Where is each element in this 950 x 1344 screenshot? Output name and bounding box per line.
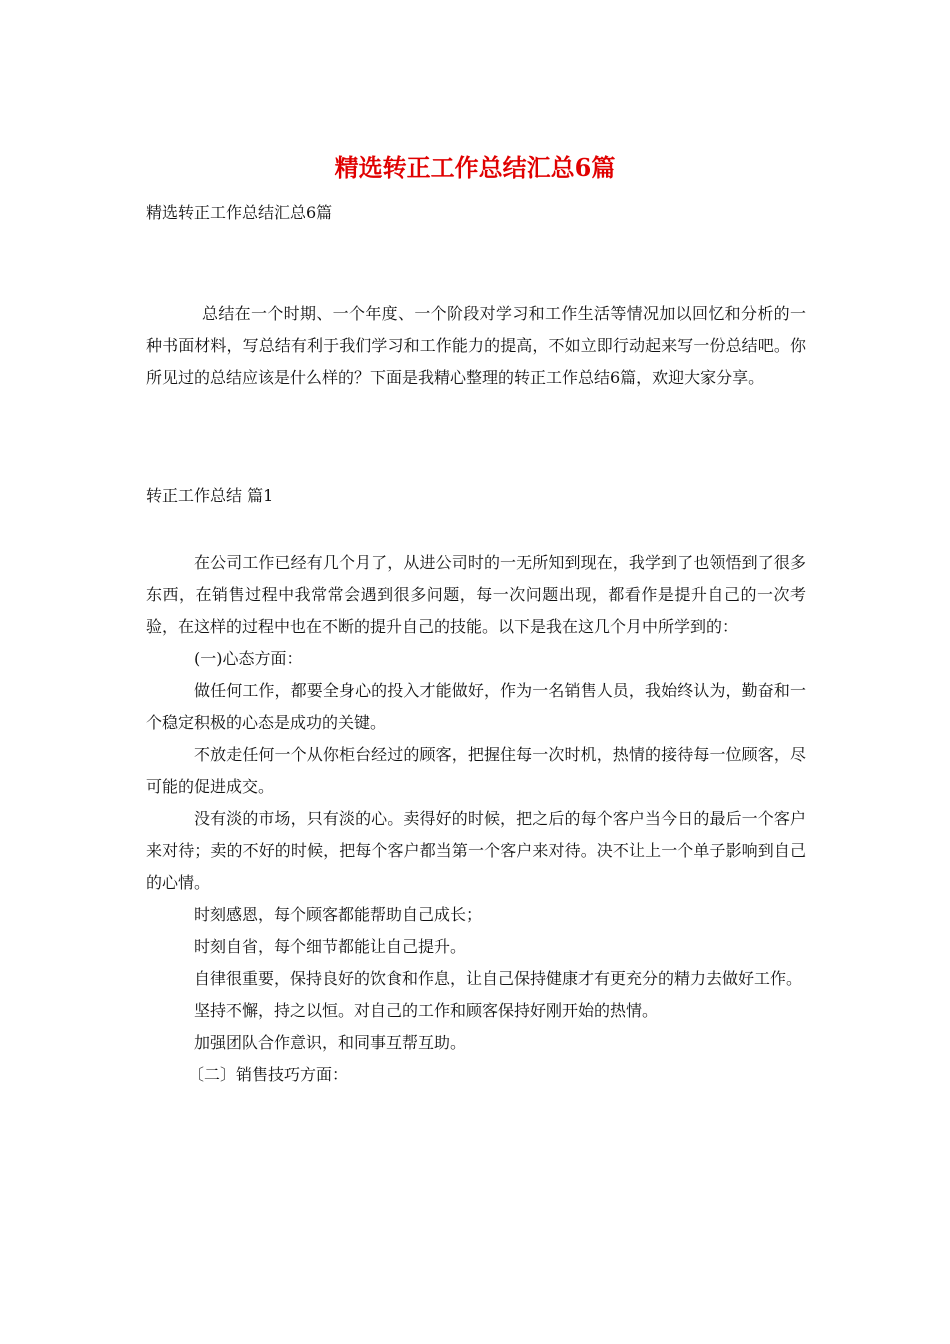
body-paragraph: 时刻感恩，每个顾客都能帮助自己成长； [194,905,483,924]
body-paragraph: 不放走任何一个从你柜台经过的顾客，把握住每一次时机，热情的接待每一位顾客，尽可能的促进成交。 [146,745,806,796]
intro-text: 总结在一个时期、一个年度、一个阶段对学习和工作生活等情况加以回忆和分析的一种书面材料，写总结有利于我们学习和工作能力的提高，不如立即行动起来写一份总结吧。你所见过的总结应该是什么样的？下面是我精心整理的转正工作总结6篇，欢迎大家分享。 [146,304,806,387]
body-paragraph: 坚持不懈，持之以恒。对自己的工作和顾客保持好刚开始的热情。 [194,1001,659,1020]
body-paragraph: 在公司工作已经有几个月了，从进公司时的一无所知到现在，我学到了也领悟到了很多东西，在销售过程中我常常会遇到很多问题，每一次问题出现，都看作是提升自己的一次考验，在这样的过程中也在不断的提升自己的技能。以下是我在这几个月中所学到的： [146,553,806,636]
document-title: 精选转正工作总结汇总6篇 [334,153,616,182]
body-paragraph: 自律很重要，保持良好的饮食和作息，让自己保持健康才有更充分的精力去做好工作。 [194,969,803,988]
body-paragraph: 做任何工作，都要全身心的投入才能做好，作为一名销售人员，我始终认为，勤奋和一个稳定积极的心态是成功的关键。 [146,681,806,732]
body-subheading: (一)心态方面： [194,649,303,668]
body-paragraph: 加强团队合作意识，和同事互帮互助。 [194,1033,467,1052]
body-paragraph: 时刻自省，每个细节都能让自己提升。 [194,937,467,956]
body-subheading: 〔二〕销售技巧方面： [188,1065,349,1084]
document-subtitle: 精选转正工作总结汇总6篇 [146,203,333,222]
section-heading: 转正工作总结 篇1 [146,486,274,505]
body-paragraph: 没有淡的市场，只有淡的心。卖得好的时候，把之后的每个客户当今日的最后一个客户来对待；卖的不好的时候，把每个客户都当第一个客户来对待。决不让上一个单子影响到自己的心情。 [146,809,806,892]
intro-paragraph [146,298,806,394]
section-body [146,547,806,1091]
